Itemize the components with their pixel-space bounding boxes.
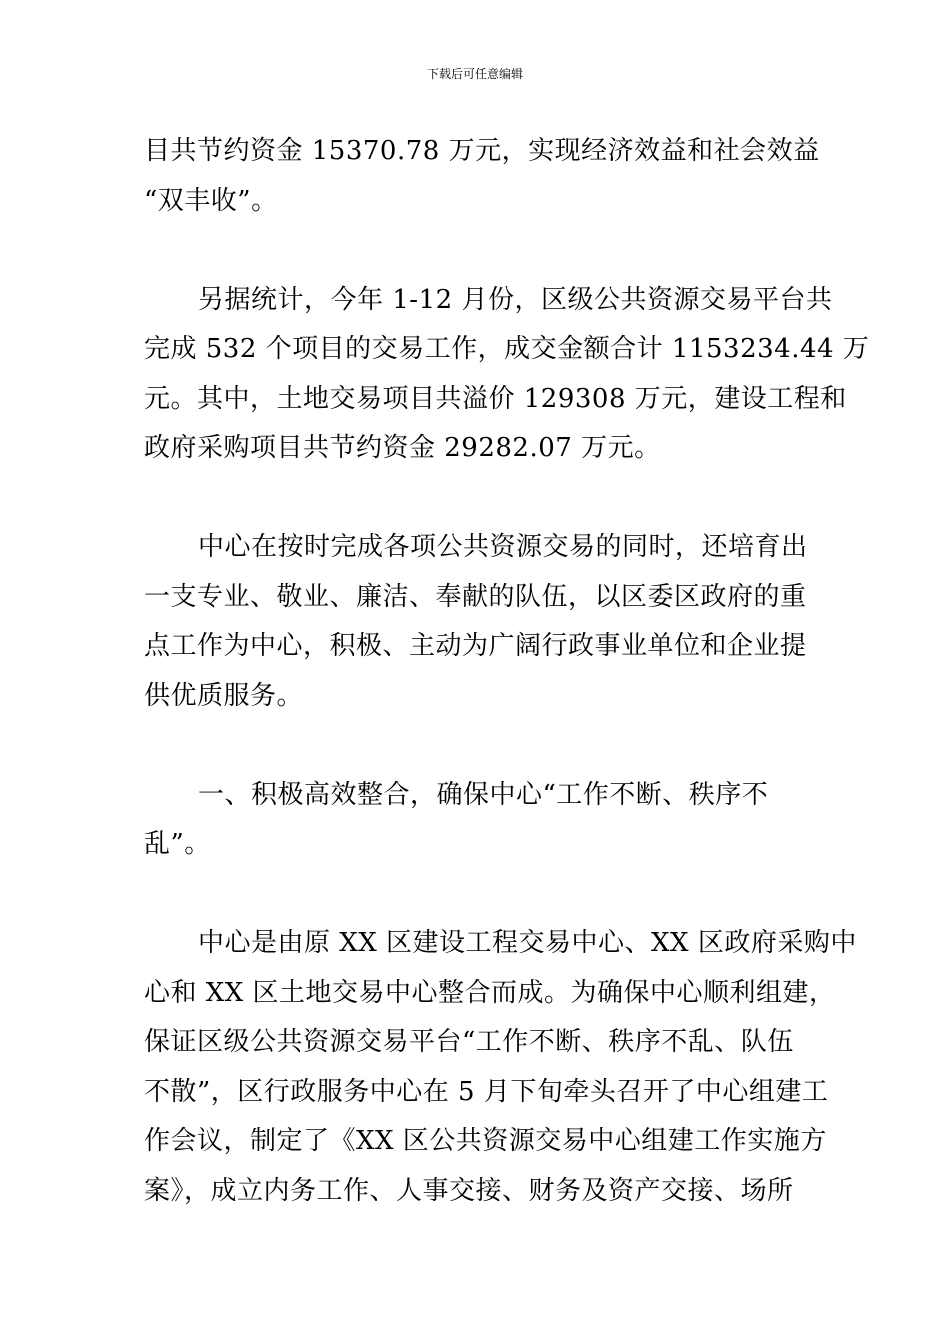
text-line: 目共节约资金 15370.78 万元，实现经济效益和社会效益: [144, 136, 820, 166]
text-line: 元。其中，土地交易项目共溢价 129308 万元，建设工程和: [144, 383, 847, 414]
page-header: 下载后可任意编辑: [426, 67, 523, 81]
paragraph-3: [144, 523, 806, 721]
text-line: 案》，成立内务工作、人事交接、财务及资产交接、场所: [144, 1175, 794, 1206]
text-line: 供优质服务。: [144, 680, 304, 711]
text-line: “双丰收”。: [144, 185, 278, 216]
text-line: 中心是由原 XX 区建设工程交易中心、XX 区政府采购中: [198, 928, 857, 958]
text-line: 完成 532 个项目的交易工作，成交金额合计 1153234.44 万: [144, 334, 870, 364]
text-line: 心和 XX 区土地交易中心整合而成。为确保中心顺利组建，: [144, 977, 836, 1008]
section-heading: [144, 771, 806, 870]
text-line: 中心在按时完成各项公共资源交易的同时，还培育出: [198, 532, 808, 562]
text-line: 一、积极高效整合，确保中心“工作不断、秩序不: [198, 779, 769, 810]
text-line: 另据统计，今年 1-12 月份，区级公共资源交易平台共: [198, 284, 833, 315]
text-line: 乱”。: [144, 829, 211, 859]
text-line: 一支专业、敬业、廉洁、奉献的队伍，以区委区政府的重: [144, 581, 807, 612]
text-line: 政府采购项目共节约资金 29282.07 万元。: [144, 433, 661, 463]
document-body: [144, 127, 870, 1216]
paragraph-4: [144, 919, 857, 1216]
paragraph-1: [144, 127, 820, 226]
text-line: 作会议，制定了《XX 区公共资源交易中心组建工作实施方: [144, 1126, 827, 1156]
text-line: 不散”，区行政服务中心在 5 月下旬牵头召开了中心组建工: [144, 1076, 829, 1107]
text-line: 点工作为中心，积极、主动为广阔行政事业单位和企业提: [144, 631, 807, 661]
paragraph-2: [144, 276, 870, 474]
text-line: 保证区级公共资源交易平台“工作不断、秩序不乱、队伍: [144, 1027, 794, 1057]
